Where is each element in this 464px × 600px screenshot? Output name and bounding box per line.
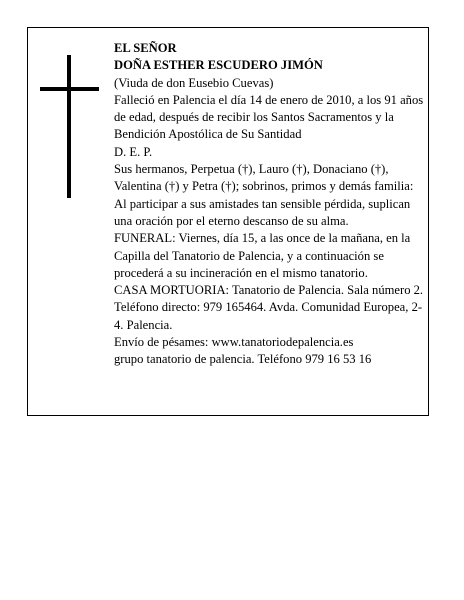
cross-icon xyxy=(67,55,71,198)
funeral-info: FUNERAL: Viernes, día 15, a las once de la mañana, en la Capilla del Tanatorio de Palencia, y a continuación se procederá a su incineración en el mismo tanatorio. xyxy=(114,231,411,280)
obituary-text xyxy=(114,40,426,369)
prayer-request: Al participar a sus amistades tan sensible pérdida, suplican una oración por el eterno descanso de su alma. xyxy=(114,196,411,228)
widow-note: (Viuda de don Eusebio Cuevas) xyxy=(114,75,274,90)
contact-info: grupo tanatorio de palencia. Teléfono 979 16 53 16 xyxy=(114,352,372,367)
rip: D. E. P. xyxy=(114,144,153,159)
death-notice: Falleció en Palencia el día 14 de enero de 2010, a los 91 años de edad, después de recibir los Santos Sacramentos y la Bendición Apostólica de Su Santidad xyxy=(114,92,424,142)
family-list: Sus hermanos, Perpetua (†), Lauro (†), Donaciano (†), Valentina (†) y Petra (†); sobrinos, primos y demás familia: xyxy=(114,162,414,194)
mortuary-info: CASA MORTUORIA: Tanatorio de Palencia. Sala número 2. Teléfono directo: 979 165464. Avda. Comunidad Europea, 2-4. Palencia. xyxy=(114,283,424,332)
title-line-1: EL SEÑOR xyxy=(114,41,177,55)
condolences-info: Envío de pésames: www.tanatoriodepalencia.es xyxy=(114,335,354,350)
deceased-name: DOÑA ESTHER ESCUDERO JIMÓN xyxy=(114,58,323,73)
cross-icon-crossbar xyxy=(40,87,99,91)
